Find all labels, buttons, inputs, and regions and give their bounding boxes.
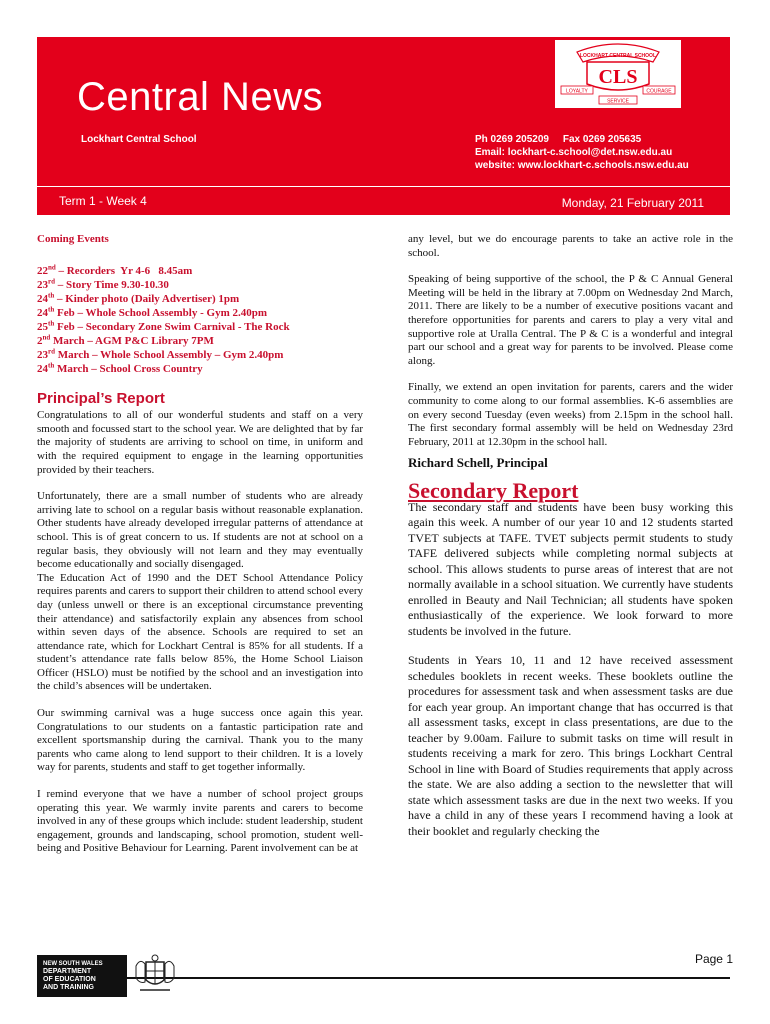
event-day: 22: [37, 264, 48, 277]
event-day-suffix: nd: [48, 262, 56, 271]
event-item: [37, 264, 363, 278]
phone-fax: Ph 0269 205209 Fax 0269 205635: [475, 134, 642, 145]
nsw-crest-icon: [132, 954, 178, 998]
event-item: [37, 292, 363, 306]
event-item: [37, 306, 363, 320]
principal-paragraph: Finally, we extend an open invitation for parents, carers and the wider community to come along to our formal assemblies. K-6 assemblies are on every second Tuesday (even weeks) from 2.15pm in the school hall. The first secondary formal assembly will be held on Wednesday 23rd February, 2011 at 12.30pm in the school hall.: [408, 381, 733, 448]
event-day: 23: [37, 278, 48, 291]
event-item: [37, 334, 363, 348]
event-item: [37, 348, 363, 362]
event-day: 2: [37, 334, 43, 347]
principal-paragraph: I remind everyone that we have a number of school project groups operating this year. We warmly invite parents and carers to become involved in any of these groups which include: student leadership, student engagement, grounds and landscaping, school promotion, student well-being and Positive Behaviour for Learning. Parent involvement can be at: [37, 788, 363, 855]
page-number: Page 1: [694, 952, 733, 966]
event-day: 25: [37, 320, 48, 333]
event-text: – Kinder photo (Daily Advertiser) 1pm: [54, 292, 240, 305]
event-day: 24: [37, 306, 48, 319]
right-column: [408, 233, 733, 853]
term-bar: [37, 187, 730, 215]
masthead-banner: [37, 37, 730, 186]
nsw-det-logo: [37, 955, 127, 997]
left-column: [37, 233, 363, 869]
event-text: March – AGM P&C Library 7PM: [50, 334, 214, 347]
secondary-report-body: [408, 500, 733, 840]
event-day-suffix: th: [48, 318, 55, 327]
contact-details: [475, 133, 689, 172]
event-text: March – School Cross Country: [54, 362, 203, 375]
event-day-suffix: th: [48, 360, 55, 369]
gov-line: OF EDUCATION: [43, 976, 96, 983]
newsletter-title: Central News: [77, 75, 324, 119]
email-address: Email: lockhart-c.school@det.nsw.edu.au: [475, 147, 673, 158]
principal-paragraph: Speaking of being supportive of the school, the P & C Annual General Meeting will be held in the library at 7.00pm on Wednesday 2nd March, 2011. There are likely to be a number of executive positions vacant and therefore opportunities for parents and carers to play a very vital and supportive role at Uralla Central. The P & C is a wonderful and integral part our school and a great way for parents to be involved. Please come along.: [408, 273, 733, 367]
term-week: Term 1 - Week 4: [59, 194, 147, 208]
event-day: 24: [37, 292, 48, 305]
logo-motto-right: COURAGE: [646, 88, 672, 95]
coming-events-heading: Coming Events: [37, 233, 109, 245]
event-text: – Recorders Yr 4-6 8.45am: [55, 264, 193, 277]
principal-signature: Richard Schell, Principal: [408, 455, 548, 471]
gov-line: AND TRAINING: [43, 984, 94, 991]
logo-motto-left: LOYALTY: [566, 88, 588, 95]
event-text: March – Whole School Assembly – Gym 2.40pm: [55, 348, 284, 361]
logo-motto-bottom: SERVICE: [607, 98, 629, 105]
principal-report-heading: Principal’s Report: [37, 389, 165, 407]
event-day-suffix: rd: [48, 346, 55, 355]
event-day-suffix: th: [48, 290, 55, 299]
event-item: [37, 320, 363, 334]
principal-paragraph: Unfortunately, there are a small number of students who are already arriving late to school on a regular basis without reasonable explanation. Other students have already developed irregular patterns of attendance at school. This is of great concern to us. If students are not at school on a regular basis, they obviously will not learn and they may eventually become educationally and socially disengaged.: [37, 490, 363, 571]
website-address: website: www.lockhart-c.schools.nsw.edu.au: [475, 160, 689, 171]
event-item: [37, 278, 363, 292]
principal-paragraph: The Education Act of 1990 and the DET School Attendance Policy requires parents and carers to support their children to attend school every day (unless unwell or there is an exceptional circumstance preventing their attendance) and satisfactorily explain any absences from school within seven days of the absence. Schools are required to set an attendance rate, which for Lockhart Central is 85% for all students. If a student’s attendance rate falls below 85%, the Home School Liaison Officer (HSLO) must be notified by the school and an investigation into the child’s absences will be undertaken.: [37, 571, 363, 693]
gov-line: NEW SOUTH WALES: [43, 961, 103, 967]
gov-line: DEPARTMENT: [43, 968, 92, 975]
school-name: Lockhart Central School: [81, 134, 197, 145]
event-text: Feb – Secondary Zone Swim Carnival - The Rock: [54, 320, 290, 333]
school-logo: [555, 40, 681, 108]
event-text: Feb – Whole School Assembly - Gym 2.40pm: [54, 306, 268, 319]
event-item: [37, 362, 363, 376]
event-day-suffix: nd: [42, 332, 51, 341]
secondary-report-heading: Secondary Report: [408, 477, 579, 503]
event-text: – Story Time 9.30-10.30: [55, 278, 169, 291]
issue-date: Monday, 21 February 2011: [561, 196, 704, 210]
principal-paragraph: any level, but we do encourage parents to take an active role in the school.: [408, 233, 733, 259]
principal-paragraph: Our swimming carnival was a huge success once again this year. Congratulations to our students on a fantastic participation rate and excellent sportsmanship during the carnival. Thank you to the many parents who came along to lend support to their children. It is a lovely way for parents, students and staff to get together informally.: [37, 707, 363, 774]
logo-initials: CLS: [598, 66, 638, 88]
event-day-suffix: rd: [48, 276, 55, 285]
logo-top-text: LOCKHART CENTRAL SCHOOL: [579, 53, 657, 59]
event-day-suffix: th: [48, 304, 55, 313]
principal-paragraph: Congratulations to all of our wonderful students and staff on a very smooth and focussed start to the school year. We are delighted that by far the majority of students are arriving to school on time, in uniform and with the required equipment to engage in the learning opportunities provided by their teachers.: [37, 409, 363, 476]
event-day: 23: [37, 348, 48, 361]
event-day: 24: [37, 362, 48, 375]
secondary-paragraph: Students in Years 10, 11 and 12 have received assessment schedules booklets in recent weeks. These booklets outline the procedures for assessment task and when assessment tasks are due for each year group. An important change that has occurred is that all assessment tasks, except in class presentations, are due to the teacher by 9.00am. Failure to submit tasks on time will result in students receiving a mark for zero. This brings Lockhart Central School in line with Board of Studies requirements that apply across the state. We are also adding a section to the newsletter that will state which assessment tasks are due in the next two weeks. If you have a child in any of these years I recommend having a look at their booklet and regularly checking the: [408, 653, 733, 838]
secondary-paragraph: The secondary staff and students have been busy working this again this week. A number of our year 10 and 12 students started TVET subjects at TAFE. TVET subjects permit students to study TAFE delivered subjects while completing normal subjects at school. This allows students to purse areas of interest that are not normally available in a school situation. We currently have students enrolled in Beauty and Nail Technician; all students have spoken enthusiastically of the experience. We look forward to more students be involved in the future.: [408, 499, 733, 638]
coming-events-list: [37, 264, 363, 376]
